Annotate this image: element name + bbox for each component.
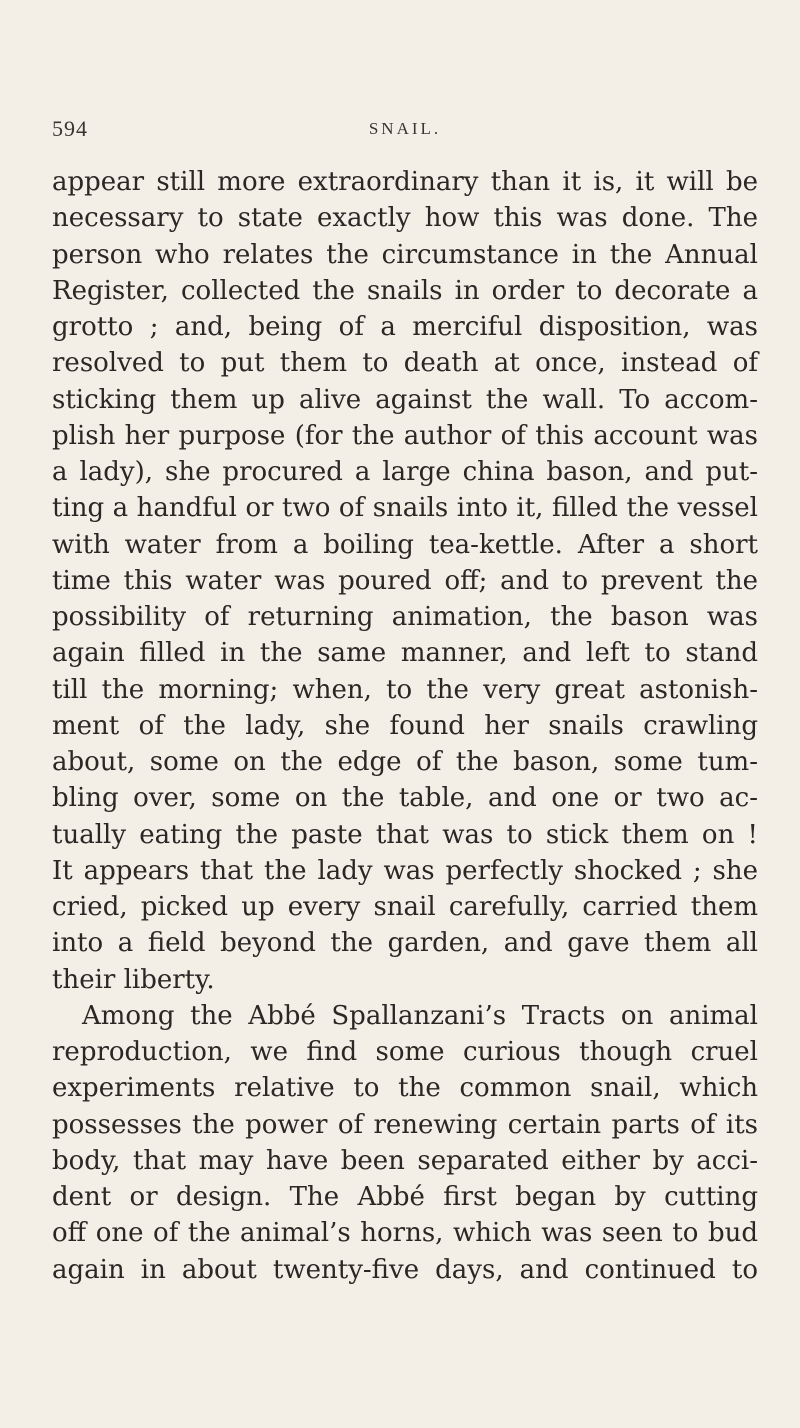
text-line: about, some on the edge of the bason, some tum- — [52, 747, 758, 777]
text-line: resolved to put them to death at once, instead of — [52, 348, 758, 379]
text-line: body, that may have been separated either by acci- — [52, 1145, 758, 1176]
text-line: with water from a boiling tea-kettle. After a short — [52, 529, 758, 560]
text-line: a lady), she procured a large china bason, and put- — [52, 457, 758, 487]
text-line: person who relates the circumstance in the Annual — [52, 239, 758, 270]
text-line: into a field beyond the garden, and gave them all — [52, 928, 758, 959]
text-line: again in about twenty-five days, and continued to — [52, 1254, 758, 1285]
text-line: appear still more extraordinary than it is, it will be — [52, 167, 758, 197]
text-line: experiments relative to the common snail, which — [52, 1073, 758, 1104]
text-line: possibility of returning animation, the bason was — [52, 602, 758, 632]
text-line: Among the Abbé Spallanzani’s Tracts on animal — [82, 1000, 758, 1031]
text-line: till the morning; when, to the very great astonish- — [52, 674, 758, 705]
text-line: time this water was poured off; and to prevent the — [52, 565, 758, 596]
running-head — [52, 116, 758, 142]
text-line: possesses the power of renewing certain parts of its — [52, 1109, 758, 1140]
text-line: reproduction, we find some curious though cruel — [52, 1037, 758, 1067]
text-line: cried, picked up every snail carefully, carried them — [52, 892, 758, 922]
text-line: tually eating the paste that was to stick them on ! — [52, 819, 758, 850]
text-line: ting a handful or two of snails into it, filled the vessel — [52, 493, 758, 524]
text-line: their liberty. — [52, 964, 215, 995]
text-line: again filled in the same manner, and left to stand — [52, 638, 758, 669]
text-line: plish her purpose (for the author of this account was — [52, 420, 758, 451]
page-number: 594 — [52, 116, 88, 141]
text-line: off one of the animal’s horns, which was seen to bud — [52, 1218, 758, 1249]
body-text — [52, 164, 758, 1288]
text-line: bling over, some on the table, and one or two ac- — [52, 783, 758, 814]
text-line: ment of the lady, she found her snails crawling — [52, 710, 758, 741]
text-line: grotto ; and, being of a merciful disposition, was — [52, 312, 758, 342]
text-line: It appears that the lady was perfectly shocked ; she — [52, 855, 758, 886]
running-title: SNAIL. — [368, 119, 442, 138]
text-line: sticking them up alive against the wall. To accom- — [52, 384, 758, 415]
text-line: necessary to state exactly how this was done. The — [52, 203, 758, 234]
text-line: Register, collected the snails in order to decorate a — [52, 275, 758, 306]
text-line: dent or design. The Abbé first began by cutting — [52, 1182, 758, 1212]
